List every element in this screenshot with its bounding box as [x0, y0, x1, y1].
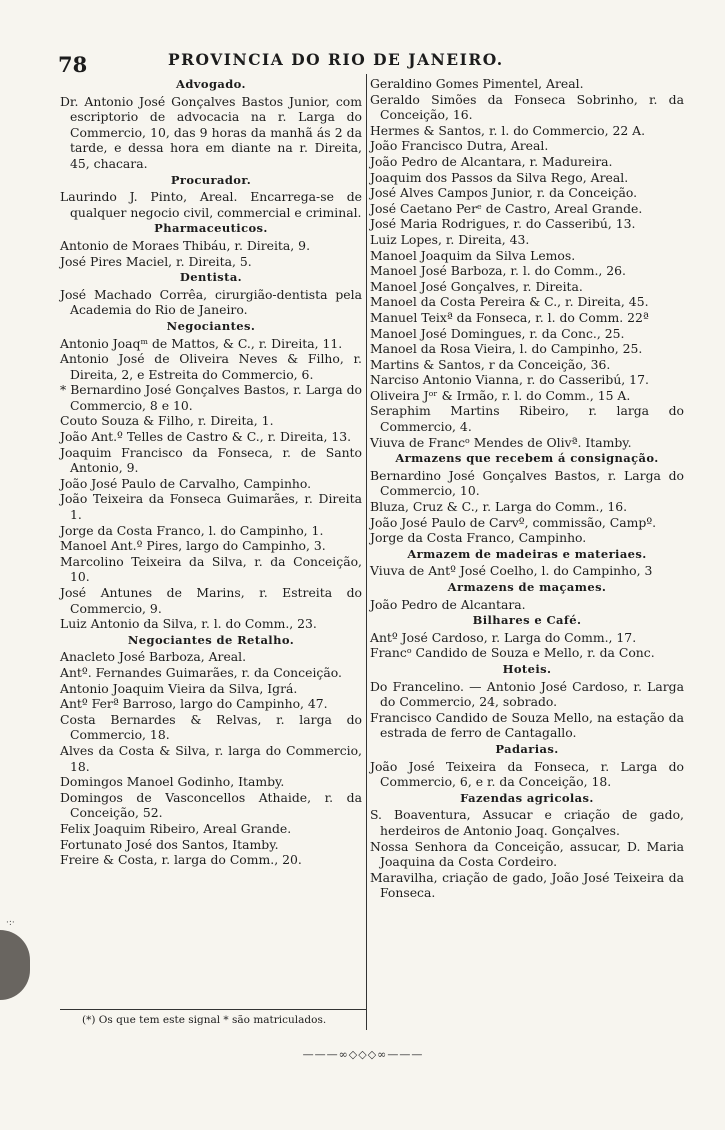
directory-entry: Geraldo Simões da Fonseca Sobrinho, r. da Conceição, 16.	[370, 91, 684, 123]
directory-entry: Luiz Antonio da Silva, r. l. do Comm., 23.	[60, 616, 317, 632]
directory-entry: Oliveira Jᵒʳ & Irmão, r. l. do Comm., 15 A.	[370, 387, 631, 403]
section-heading: Negociantes.	[166, 318, 256, 333]
section-heading: Armazens de maçames.	[447, 580, 607, 594]
directory-entry: Jorge da Costa Franco, l. do Campinho, 1.	[60, 522, 324, 538]
directory-entry: Francᵒ Candido de Souza e Mello, r. da Conc.	[370, 645, 655, 661]
directory-entry: S. Boaventura, Assucar e criação de gado, herdeiros de Antonio Joaq. Gonçalves.	[370, 807, 684, 838]
directory-entry: Joaquim dos Passos da Silva Rego, Areal.	[370, 169, 629, 185]
directory-entry: Manoel da Costa Pereira & C., r. Direita, 45.	[370, 294, 649, 310]
directory-entry: Manoel José Gonçalves, r. Direita.	[370, 278, 583, 294]
directory-entry: Antº Ferª Barroso, largo do Campinho, 47.	[60, 696, 328, 712]
directory-entry: José Alves Campos Junior, r. da Conceição.	[370, 185, 638, 201]
directory-entry: Dr. Antonio José Gonçalves Bastos Junior, com escriptorio de advocacia na r. Larga do Commercio, 10, das 9 horas da manhã ás 2 da tarde, e dessa hora em diante na r. Direita, 45, chacara.	[60, 93, 362, 171]
directory-entry: Bernardino José Gonçalves Bastos, r. Larga do Commercio, 10.	[370, 467, 684, 499]
section-heading: Advogado.	[176, 77, 246, 91]
directory-entry: Geraldino Gomes Pimentel, Areal.	[370, 76, 584, 91]
directory-entry: Luiz Lopes, r. Direita, 43.	[370, 231, 530, 247]
directory-entry: Seraphim Martins Ribeiro, r. larga do Commercio, 4.	[370, 403, 684, 435]
footnote-rule	[60, 1009, 366, 1010]
section-heading: Bilhares e Café.	[472, 613, 582, 628]
directory-entry: Felix Joaquim Ribeiro, Areal Grande.	[60, 820, 292, 836]
directory-entry: Freire & Costa, r. larga do Comm., 20.	[60, 852, 302, 868]
directory-entry: João José Paulo de Carvº, commissão, Campº.	[370, 514, 657, 530]
directory-entry: Bluza, Cruz & C., r. Larga do Comm., 16.	[370, 499, 628, 515]
directory-entry: Anacleto José Barboza, Areal.	[60, 649, 247, 665]
directory-entry: Alves da Costa & Silva, r. larga do Commercio, 18.	[60, 742, 362, 774]
directory-entry: Francisco Candido de Souza Mello, na estação da estrada de ferro de Cantagallo.	[370, 709, 684, 741]
directory-entry: Antº José Cardoso, r. Larga do Comm., 17.	[370, 629, 637, 645]
section-heading: Armazem de madeiras e materiaes.	[407, 546, 647, 561]
page-specks: ·:·	[6, 918, 15, 928]
directory-entry: Maravilha, criação de gado, João José Teixeira da Fonseca.	[370, 869, 684, 901]
page-edge-stain	[0, 930, 30, 1000]
directory-entry: Antonio de Moraes Thibáu, r. Direita, 9.	[60, 237, 311, 253]
directory-entry: José Maria Rodrigues, r. do Casseribú, 13.	[370, 216, 636, 232]
section-heading: Hoteis.	[502, 661, 552, 676]
directory-entry: Manoel Joaquim da Silva Lemos.	[370, 247, 576, 263]
column-divider	[366, 74, 367, 1030]
section-heading: Padarias.	[495, 741, 559, 756]
right-column	[370, 76, 684, 901]
section-heading: Procurador.	[170, 172, 252, 187]
footnote: (*) Os que tem este signal * são matriculados.	[82, 1014, 327, 1026]
directory-entry: João Pedro de Alcantara.	[370, 596, 526, 612]
directory-entry: José Caetano Perᵉ de Castro, Areal Grande.	[370, 200, 643, 216]
directory-entry: Antonio Joaquim Vieira da Silva, Igrá.	[60, 680, 298, 696]
directory-entry: Costa Bernardes & Relvas, r. larga do Commercio, 18.	[60, 711, 362, 743]
directory-entry: Manoel José Barboza, r. l. do Comm., 26.	[370, 263, 626, 279]
directory-entry: João José Paulo de Carvalho, Campinho.	[60, 475, 312, 491]
directory-entry: * Bernardino José Gonçalves Bastos, r. Larga do Commercio, 8 e 10.	[60, 382, 362, 413]
section-heading: Fazendas agricolas.	[460, 790, 594, 805]
directory-entry: Antonio José de Oliveira Neves & Filho, r. Direita, 2, e Estreita do Commercio, 6.	[60, 351, 362, 382]
directory-entry: Antonio Joaqᵐ de Mattos, & C., r. Direita, 11.	[60, 335, 343, 351]
directory-entry: Marcolino Teixeira da Silva, r. da Conceição, 10.	[60, 553, 362, 585]
directory-entry: Domingos de Vasconcellos Athaide, r. da Conceição, 52.	[60, 789, 362, 821]
directory-entry: Joaquim Francisco da Fonseca, r. de Santo Antonio, 9.	[60, 444, 362, 476]
directory-entry: Viuva de Antº José Coelho, l. do Campinho, 3	[370, 563, 653, 579]
directory-entry: Martins & Santos, r da Conceição, 36.	[370, 356, 611, 372]
directory-entry: Fortunato José dos Santos, Itamby.	[60, 836, 279, 852]
running-title: PROVINCIA DO RIO DE JANEIRO.	[168, 50, 504, 69]
directory-entry: Antº. Fernandes Guimarães, r. da Conceição.	[60, 664, 342, 680]
directory-entry: João Pedro de Alcantara, r. Madureira.	[370, 153, 613, 169]
directory-entry: Domingos Manoel Godinho, Itamby.	[60, 774, 285, 790]
directory-entry: José Antunes de Marins, r. Estreita do Commercio, 9.	[60, 585, 362, 616]
directory-entry: João José Teixeira da Fonseca, r. Larga do Commercio, 6, e r. da Conceição, 18.	[370, 758, 684, 790]
directory-entry: Nossa Senhora da Conceição, assucar, D. Maria Joaquina da Costa Cordeiro.	[370, 838, 684, 870]
directory-entry: Manoel da Rosa Vieira, l. do Campinho, 25.	[370, 341, 643, 357]
directory-entry: Laurindo J. Pinto, Areal. Encarrega-se de qualquer negocio civil, commercial e criminal.	[60, 189, 362, 220]
directory-entry: Hermes & Santos, r. l. do Commercio, 22 A.	[370, 122, 646, 138]
directory-entry: Manoel Ant.º Pires, largo do Campinho, 3.	[60, 538, 326, 554]
directory-entry: Do Francelino. — Antonio José Cardoso, r. Larga do Commercio, 24, sobrado.	[370, 678, 684, 710]
directory-entry: Narciso Antonio Vianna, r. do Casseribú, 17.	[370, 372, 649, 388]
directory-entry: João Teixeira da Fonseca Guimarães, r. Direita 1.	[60, 491, 362, 523]
directory-entry: José Machado Corrêa, cirurgião-dentista pela Academia do Rio de Janeiro.	[60, 286, 362, 318]
directory-entry: João Ant.º Telles de Castro & C., r. Direita, 13.	[60, 429, 352, 445]
directory-entry: Jorge da Costa Franco, Campinho.	[370, 530, 587, 546]
directory-entry: Manoel José Domingues, r. da Conc., 25.	[370, 325, 625, 341]
tailpiece-ornament: ———∞◇◇◇∞———	[302, 1048, 424, 1061]
directory-entry: João Francisco Dutra, Areal.	[370, 138, 549, 154]
section-heading: Pharmaceuticos.	[154, 221, 268, 236]
section-heading: Dentista.	[179, 270, 243, 285]
section-heading: Armazens que recebem á consignação.	[395, 451, 659, 466]
directory-entry: Couto Souza & Filho, r. Direita, 1.	[60, 413, 274, 429]
left-column	[60, 76, 362, 868]
directory-entry: Viuva de Francᵒ Mendes de Olivª. Itamby.	[370, 434, 632, 450]
directory-entry: José Pires Maciel, r. Direita, 5.	[60, 253, 252, 269]
directory-entry: Manuel Teixª da Fonseca, r. l. do Comm. 22ª	[370, 309, 649, 325]
page-number: 78	[58, 52, 88, 77]
section-heading: Negociantes de Retalho.	[127, 632, 295, 647]
